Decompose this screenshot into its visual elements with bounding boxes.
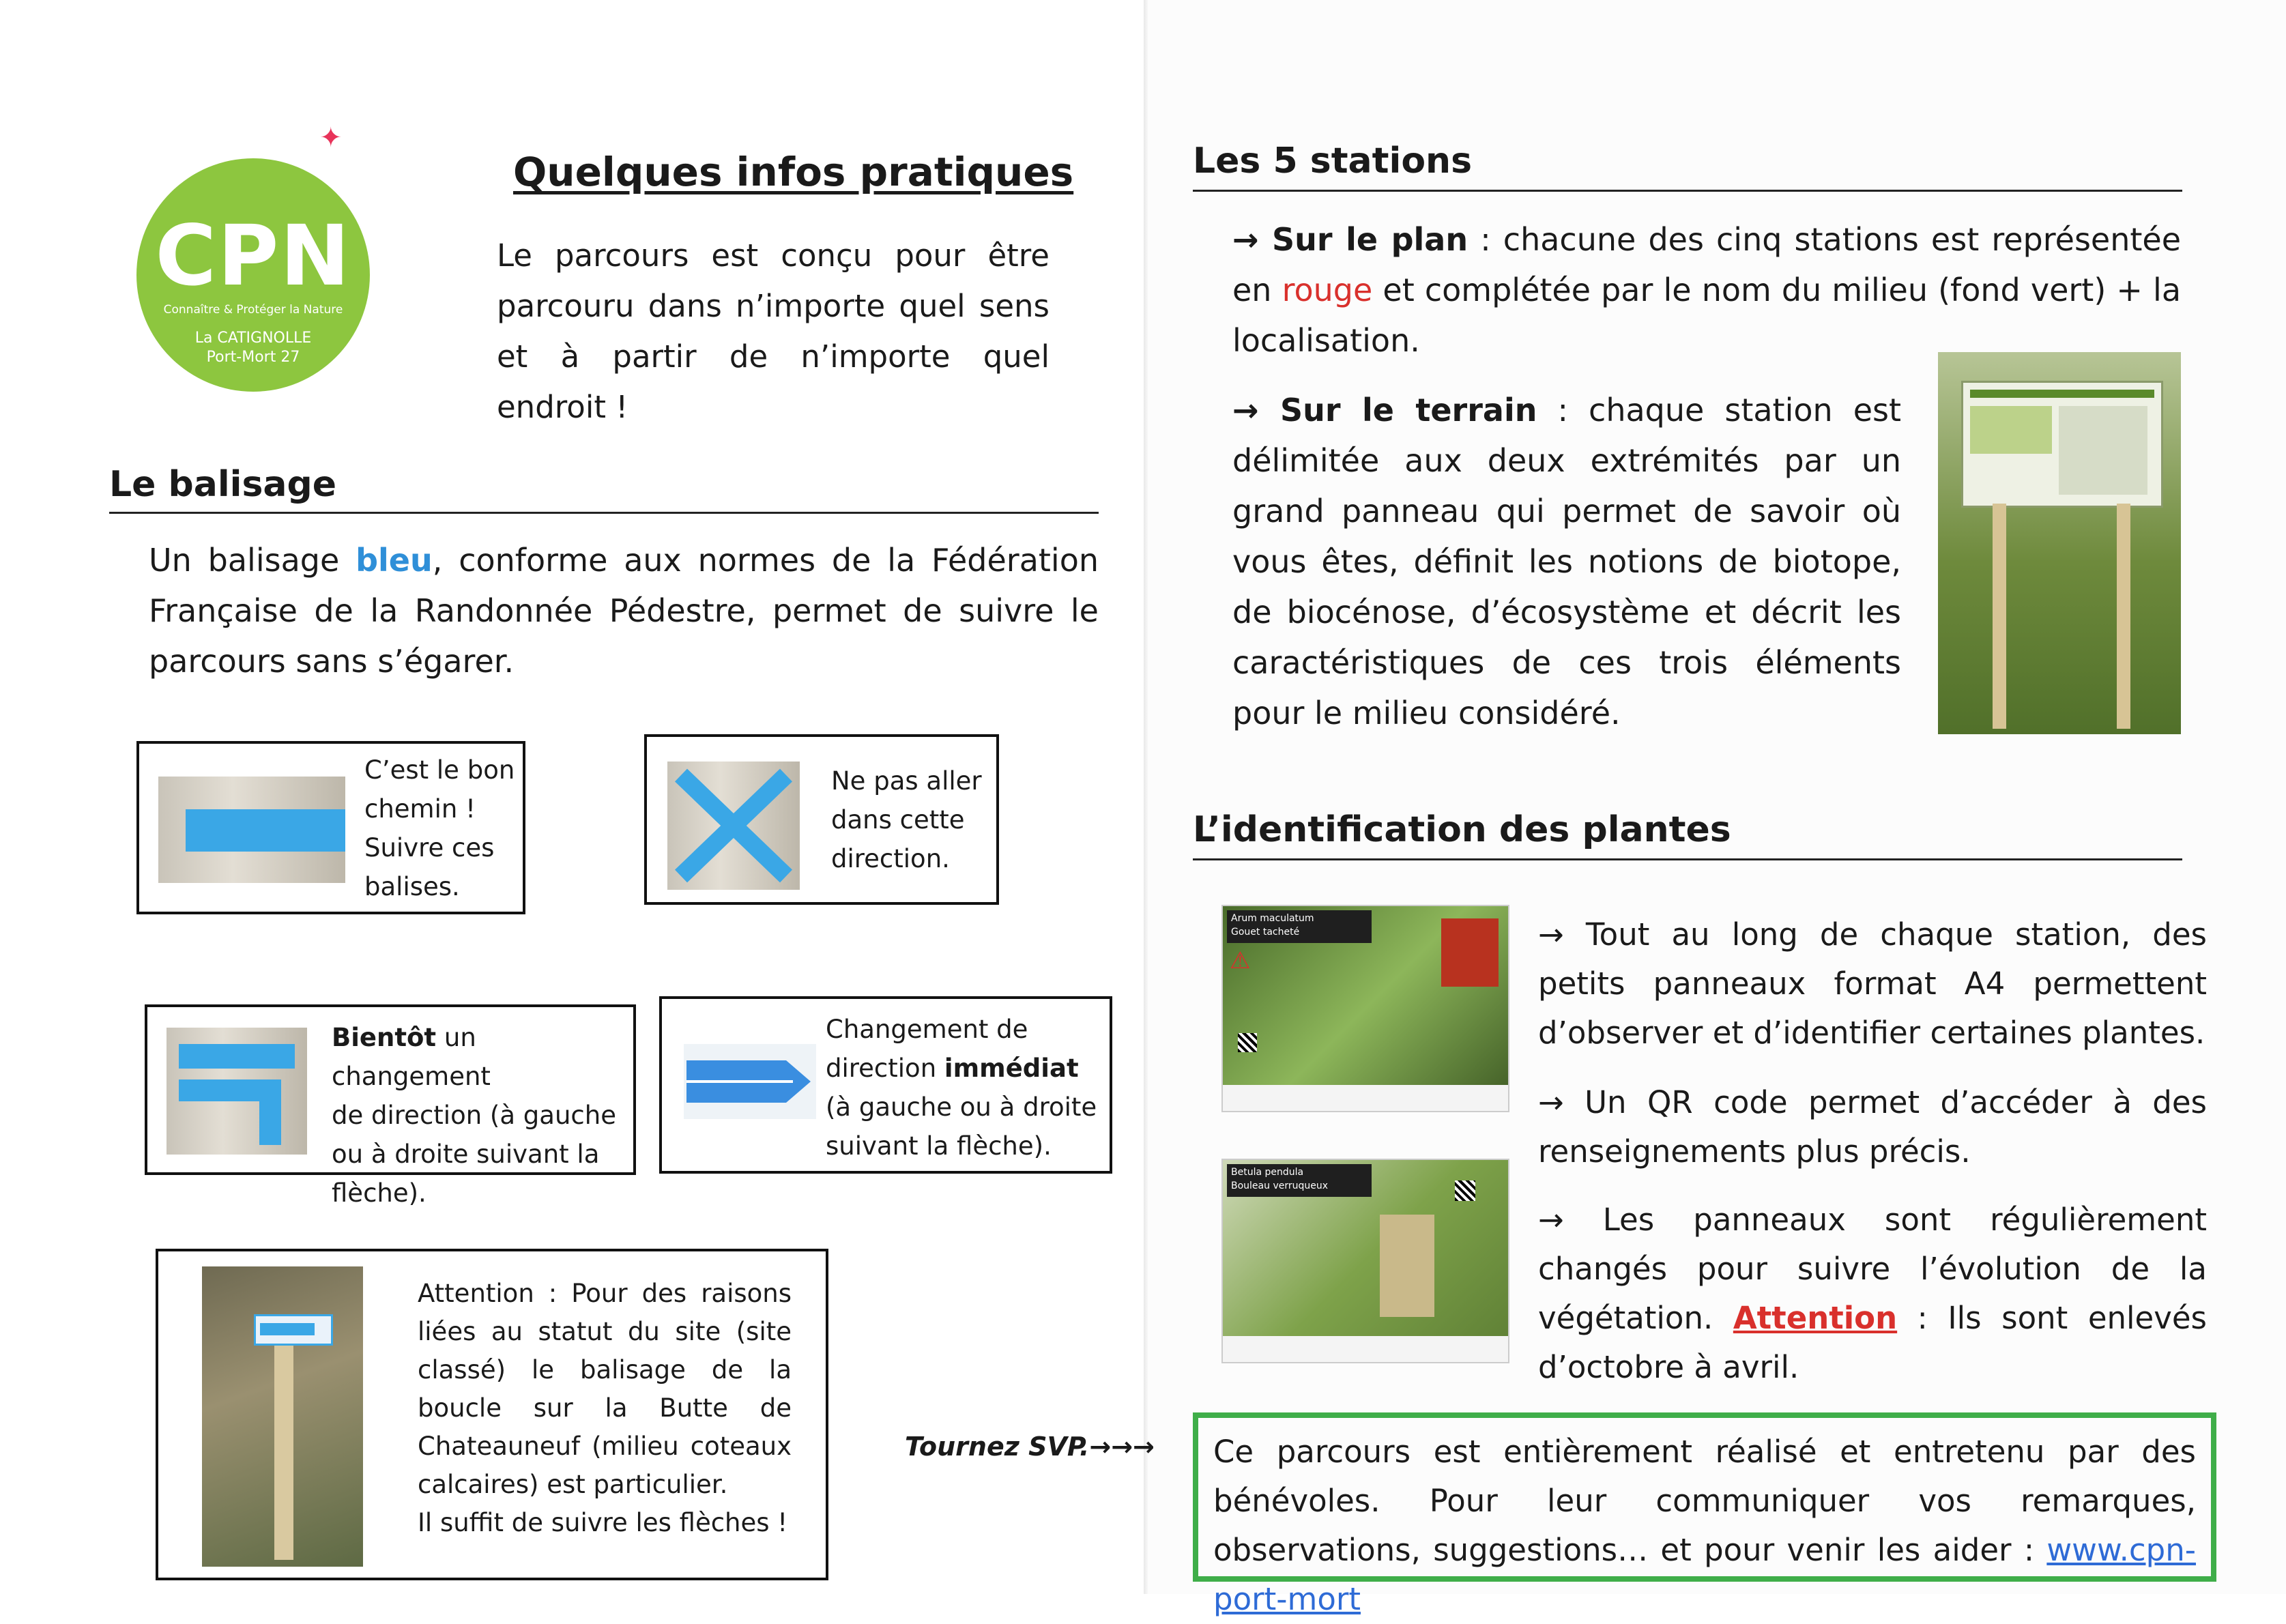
plant-arum-title: Arum maculatum	[1231, 913, 1314, 924]
box-soon-bold: Bientôt	[332, 1023, 437, 1052]
box-immediate-text	[826, 1010, 1108, 1165]
box-immediate-bold: immédiat	[944, 1054, 1079, 1083]
balisage-text-b: , conforme aux normes de la Fédération Française de la Randonnée Pédestre, permet de suivre le parcours sans s’égarer.	[149, 542, 1099, 680]
volunteers-text	[1213, 1427, 2196, 1624]
terrain-paragraph	[1232, 385, 1901, 738]
box-soon-line-1	[332, 1018, 632, 1096]
marker-box-immediate-turn	[659, 996, 1112, 1174]
plan-text-a: : chacune des cinq stations est représentée en	[1232, 221, 2182, 308]
plan-bold: → Sur le plan	[1232, 221, 1468, 258]
box-wrong-line-2: dans cette	[831, 805, 965, 835]
volunteers-box	[1193, 1412, 2216, 1617]
box-immediate-line-1: Changement de	[826, 1015, 1028, 1044]
qr-code-icon	[1455, 1180, 1475, 1201]
stations-rule	[1193, 190, 2182, 192]
plant-arum-footer	[1223, 1085, 1508, 1111]
arrow-sign-stripe	[260, 1323, 315, 1335]
box-soon-line-4: flèche).	[332, 1178, 426, 1208]
cpn-logo	[136, 158, 370, 392]
plan-text-b: et complétée par le nom du milieu (fond vert) + la localisation.	[1232, 272, 2182, 359]
marker-photo-post	[202, 1266, 363, 1567]
station-panel-photo	[1938, 352, 2181, 734]
box-immediate-line-4: suivant la flèche).	[826, 1131, 1052, 1161]
station-panel-board	[1961, 381, 2163, 508]
marker-photo-good	[158, 777, 345, 883]
box-wrong-line-1: Ne pas aller	[831, 766, 982, 796]
cross-marker-icon	[667, 762, 800, 890]
balisage-rule	[109, 512, 1099, 514]
box-immediate-line-3: (à gauche ou à droite	[826, 1092, 1097, 1122]
box-good-line-2: chemin !	[364, 794, 476, 824]
box-soon-line-2: de direction (à gauche	[332, 1101, 616, 1130]
panel-text-block	[2059, 406, 2147, 495]
logo-subtitle: Connaître & Protéger la Nature	[163, 303, 343, 317]
logo-title: CPN	[155, 207, 351, 304]
butterfly-icon: ✦	[319, 122, 343, 154]
plant-betula-footer	[1223, 1336, 1508, 1362]
plan-red-word: rouge	[1282, 272, 1373, 308]
box-good-line-1: C’est le bon	[364, 755, 515, 785]
ident-paragraph-1: → Tout au long de chaque station, des petits panneaux format A4 permettent d’observer et d’identifier certaines plantes.	[1538, 916, 2207, 1051]
ident-paragraph-3	[1538, 1195, 2207, 1392]
website-link[interactable]: www.cpn-port-mort	[1213, 1532, 2196, 1617]
marker-box-good-path	[136, 741, 525, 914]
identification-heading: L’identification des plantes	[1193, 809, 1731, 850]
plant-card-arum-label	[1227, 910, 1372, 943]
box-soon-line-1-rest: un changement	[332, 1023, 491, 1091]
warning-icon: ⚠	[1230, 947, 1251, 974]
ident-paragraph-2: → Un QR code permet d’accéder à des renseignements plus précis.	[1538, 1084, 2207, 1170]
wooden-post	[274, 1342, 293, 1560]
marker-box-soon-turn	[145, 1004, 636, 1208]
plant-arum-subtitle: Gouet tacheté	[1231, 927, 1300, 938]
turn-page-note: Tournez SVP.→→→	[905, 1432, 1155, 1462]
marker-box-attention	[156, 1249, 828, 1580]
panel-map-block	[1970, 406, 2052, 454]
volunteers-body: Ce parcours est entièrement réalisé et entretenu par des bénévoles. Pour leur communiquer vos remarques, observations, suggestions… et pour venir les aider :	[1213, 1434, 2196, 1568]
panel-post-right	[2117, 504, 2130, 729]
plant-card-betula	[1221, 1159, 1509, 1363]
logo-line-1: La CATIGNOLLE	[194, 330, 312, 347]
logo-line-2: Port-Mort 27	[206, 349, 300, 366]
box-attention-last: Il suffit de suivre les flèches !	[418, 1508, 788, 1537]
balisage-text-a: Un balisage	[149, 542, 356, 579]
plan-paragraph	[1232, 214, 2181, 366]
panel-post-left	[1993, 504, 2006, 729]
identification-rule	[1193, 858, 2182, 860]
marker-photo-soon-turn	[167, 1028, 307, 1155]
marker-box-wrong-way	[644, 734, 999, 905]
box-wrong-text	[831, 762, 995, 878]
plant-arum-berries-photo	[1441, 918, 1499, 987]
plant-betula-catkins-photo	[1380, 1215, 1434, 1317]
plant-card-arum	[1221, 905, 1509, 1112]
arrow-sign	[254, 1314, 333, 1346]
balisage-blue-word: bleu	[356, 542, 433, 579]
blue-stripe-marker	[186, 809, 345, 852]
box-immediate-line-2a: direction	[826, 1054, 944, 1083]
balisage-heading: Le balisage	[109, 464, 336, 505]
ident-p3-text: → Les panneaux sont régulièrement changés pour suivre l’évolution de la végétation.	[1538, 1202, 2207, 1336]
box-attention-body: Attention : Pour des raisons liées au statut du site (site classé) le balisage de la boucle sur la Butte de Chateauneuf (milieu coteaux calcaires) est particulier.	[418, 1279, 792, 1499]
stations-heading: Les 5 stations	[1193, 141, 1473, 182]
page-fold	[1144, 0, 1148, 1594]
marker-photo-cross	[667, 762, 800, 890]
terrain-bold: → Sur le terrain	[1232, 392, 1537, 429]
box-attention-text	[418, 1275, 792, 1542]
logo-place	[136, 329, 370, 367]
plant-card-betula-label	[1227, 1164, 1372, 1197]
box-immediate-line-2	[826, 1049, 1108, 1088]
box-good-text	[364, 751, 521, 906]
attention-word: Attention	[1733, 1300, 1898, 1336]
ident-p3b-text: : Ils sont enlevés d’octobre à avril.	[1538, 1300, 2207, 1385]
terrain-text: : chaque station est délimitée aux deux extrémités par un grand panneau qui permet de savoir où vous êtes, définit les notions de biotope, de biocénose, d’écosystème et décrit les caractéristiques de ces trois éléments pour le milieu considéré.	[1232, 392, 1901, 731]
panel-header-bar	[1970, 390, 2154, 398]
box-good-line-4: balises.	[364, 872, 460, 901]
marker-photo-arrow	[684, 1044, 816, 1119]
balisage-text	[149, 535, 1099, 686]
box-soon-line-3: ou à droite suivant la	[332, 1140, 600, 1169]
page-title: Quelques infos pratiques	[513, 149, 1074, 195]
qr-code-icon	[1238, 1033, 1257, 1052]
intro-text: Le parcours est conçu pour être parcouru dans n’importe quel sens et à partir de n’importe quel endroit !	[497, 237, 1050, 425]
arrow-marker-icon	[684, 1044, 816, 1119]
box-soon-text	[332, 1018, 632, 1213]
plant-betula-title: Betula pendula	[1231, 1167, 1304, 1178]
box-good-line-3: Suivre ces	[364, 833, 495, 862]
box-wrong-line-3: direction.	[831, 844, 950, 873]
turn-soon-marker-icon	[167, 1028, 307, 1155]
plant-betula-subtitle: Bouleau verruqueux	[1231, 1180, 1329, 1191]
